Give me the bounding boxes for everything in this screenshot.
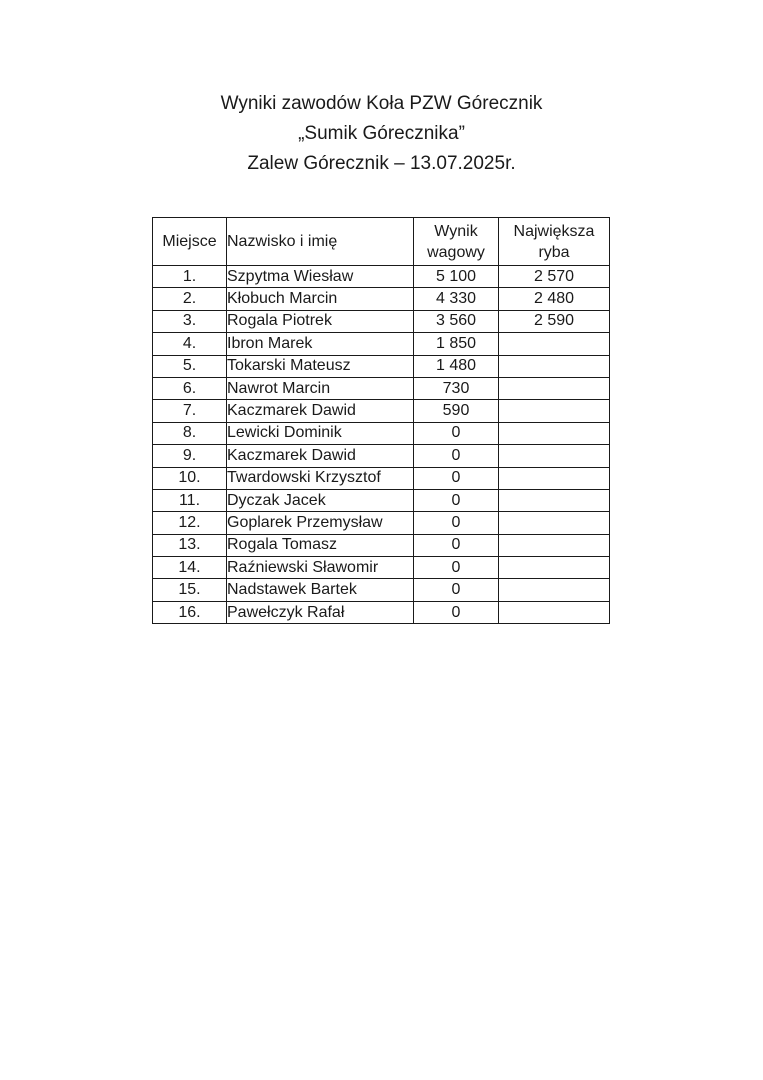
cell-weight: 0 bbox=[414, 422, 499, 444]
cell-weight: 4 330 bbox=[414, 288, 499, 310]
table-row bbox=[153, 512, 610, 534]
table-row bbox=[153, 288, 610, 310]
results-table-body bbox=[153, 266, 610, 624]
cell-weight: 1 480 bbox=[414, 355, 499, 377]
cell-name: Lewicki Dominik bbox=[227, 422, 414, 444]
cell-name: Rogala Tomasz bbox=[227, 534, 414, 556]
cell-weight: 590 bbox=[414, 400, 499, 422]
header-najwieksza-ryba: Największa ryba bbox=[499, 218, 610, 266]
header-nazwisko-i-imie: Nazwisko i imię bbox=[227, 218, 414, 266]
cell-place: 5. bbox=[153, 355, 227, 377]
cell-place: 15. bbox=[153, 579, 227, 601]
header-row bbox=[153, 218, 610, 266]
cell-weight: 0 bbox=[414, 579, 499, 601]
cell-weight: 1 850 bbox=[414, 333, 499, 355]
cell-name: Twardowski Krzysztof bbox=[227, 467, 414, 489]
table-row bbox=[153, 445, 610, 467]
table-row bbox=[153, 579, 610, 601]
table-row bbox=[153, 534, 610, 556]
cell-place: 7. bbox=[153, 400, 227, 422]
cell-name: Kłobuch Marcin bbox=[227, 288, 414, 310]
cell-name: Dyczak Jacek bbox=[227, 489, 414, 511]
table-row bbox=[153, 400, 610, 422]
cell-name: Goplarek Przemysław bbox=[227, 512, 414, 534]
document-title bbox=[0, 89, 763, 179]
cell-biggest-fish: 2 590 bbox=[499, 310, 610, 332]
cell-name: Kaczmarek Dawid bbox=[227, 400, 414, 422]
cell-biggest-fish bbox=[499, 579, 610, 601]
cell-biggest-fish: 2 570 bbox=[499, 266, 610, 288]
header-miejsce: Miejsce bbox=[153, 218, 227, 266]
cell-place: 12. bbox=[153, 512, 227, 534]
cell-biggest-fish bbox=[499, 489, 610, 511]
cell-place: 2. bbox=[153, 288, 227, 310]
cell-biggest-fish bbox=[499, 467, 610, 489]
cell-weight: 0 bbox=[414, 445, 499, 467]
cell-weight: 0 bbox=[414, 489, 499, 511]
title-line-2: „Sumik Górecznika” bbox=[298, 123, 465, 144]
cell-place: 9. bbox=[153, 445, 227, 467]
table-row bbox=[153, 333, 610, 355]
cell-biggest-fish: 2 480 bbox=[499, 288, 610, 310]
cell-name: Nadstawek Bartek bbox=[227, 579, 414, 601]
table-row bbox=[153, 467, 610, 489]
cell-place: 16. bbox=[153, 601, 227, 623]
cell-weight: 0 bbox=[414, 512, 499, 534]
cell-biggest-fish bbox=[499, 333, 610, 355]
cell-biggest-fish bbox=[499, 512, 610, 534]
table-row bbox=[153, 266, 610, 288]
cell-biggest-fish bbox=[499, 534, 610, 556]
table-row bbox=[153, 355, 610, 377]
title-line-3: Zalew Górecznik – 13.07.2025r. bbox=[247, 153, 516, 174]
cell-weight: 3 560 bbox=[414, 310, 499, 332]
cell-name: Ibron Marek bbox=[227, 333, 414, 355]
cell-name: Rogala Piotrek bbox=[227, 310, 414, 332]
table-row bbox=[153, 422, 610, 444]
cell-place: 8. bbox=[153, 422, 227, 444]
cell-place: 11. bbox=[153, 489, 227, 511]
cell-name: Raźniewski Sławomir bbox=[227, 557, 414, 579]
cell-weight: 0 bbox=[414, 467, 499, 489]
cell-weight: 0 bbox=[414, 557, 499, 579]
cell-name: Szpytma Wiesław bbox=[227, 266, 414, 288]
cell-place: 3. bbox=[153, 310, 227, 332]
cell-name: Kaczmarek Dawid bbox=[227, 445, 414, 467]
results-table bbox=[152, 217, 610, 624]
cell-place: 14. bbox=[153, 557, 227, 579]
cell-biggest-fish bbox=[499, 355, 610, 377]
table-row bbox=[153, 557, 610, 579]
cell-place: 10. bbox=[153, 467, 227, 489]
table-row bbox=[153, 601, 610, 623]
cell-weight: 730 bbox=[414, 377, 499, 399]
cell-place: 13. bbox=[153, 534, 227, 556]
cell-place: 1. bbox=[153, 266, 227, 288]
table-row bbox=[153, 377, 610, 399]
cell-place: 6. bbox=[153, 377, 227, 399]
cell-biggest-fish bbox=[499, 377, 610, 399]
cell-biggest-fish bbox=[499, 557, 610, 579]
cell-biggest-fish bbox=[499, 422, 610, 444]
header-wynik-wagowy: Wynik wagowy bbox=[414, 218, 499, 266]
table-row bbox=[153, 310, 610, 332]
cell-biggest-fish bbox=[499, 445, 610, 467]
cell-weight: 0 bbox=[414, 534, 499, 556]
cell-name: Pawełczyk Rafał bbox=[227, 601, 414, 623]
cell-name: Nawrot Marcin bbox=[227, 377, 414, 399]
cell-weight: 5 100 bbox=[414, 266, 499, 288]
cell-biggest-fish bbox=[499, 601, 610, 623]
cell-place: 4. bbox=[153, 333, 227, 355]
table-row bbox=[153, 489, 610, 511]
cell-name: Tokarski Mateusz bbox=[227, 355, 414, 377]
title-line-1: Wyniki zawodów Koła PZW Górecznik bbox=[220, 93, 543, 114]
cell-weight: 0 bbox=[414, 601, 499, 623]
cell-biggest-fish bbox=[499, 400, 610, 422]
